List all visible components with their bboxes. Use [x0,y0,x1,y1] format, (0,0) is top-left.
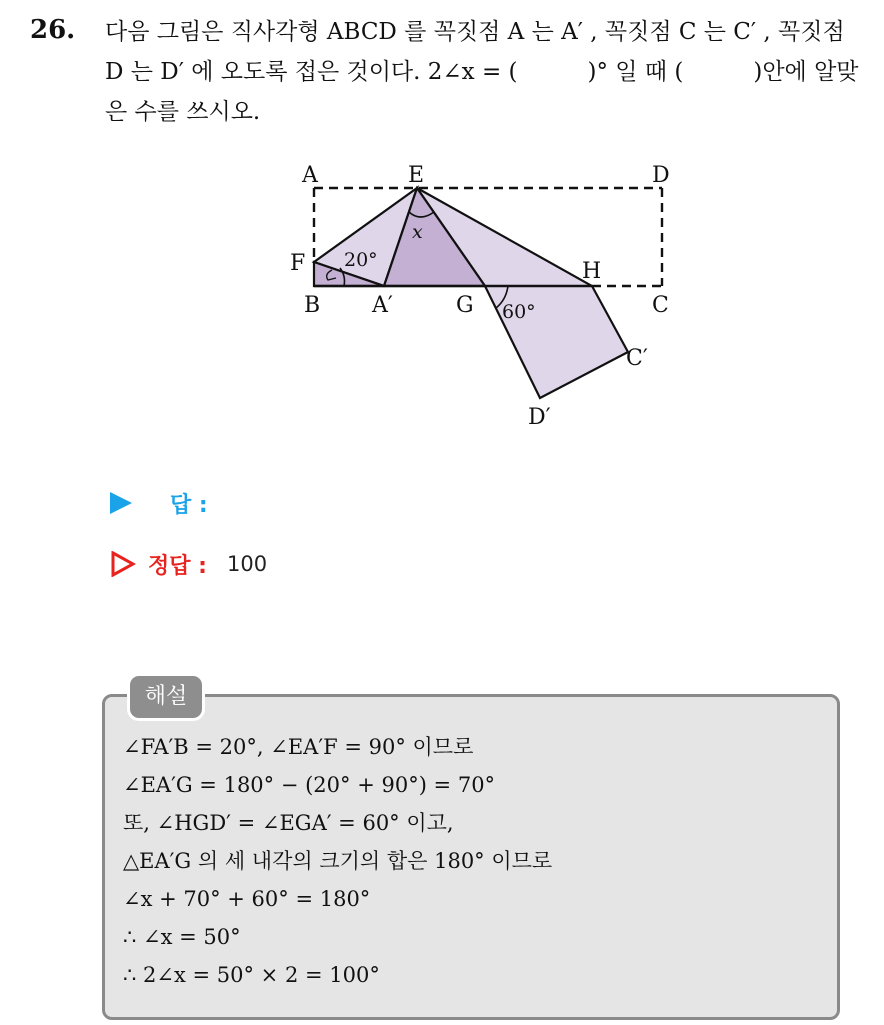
correct-answer-label: 정답 : [148,553,207,579]
label-h: H [582,259,602,284]
label-x: x [412,221,423,243]
label-d: D [652,163,670,188]
explanation-line: ∠x + 70° + 60° = 180° [123,887,371,911]
answer-row [110,485,208,521]
question-text [105,12,865,132]
label-a: A [302,163,318,188]
label-c: C [652,293,669,318]
explanation-tab: 해설 [127,673,205,721]
label-a-prime: A′ [372,293,393,318]
folded-flap-eh-cprime-dprime [417,188,628,398]
label-angle-20: 20° [344,249,378,271]
question-text-part1: 다음 그림은 직사각형 ABCD 를 꼭짓점 A 는 A′ , 꼭짓점 C 는 C′ , 꼭짓점 D 는 D′ 에 오도록 접은 것이다. 2∠x = ( [105,19,845,85]
label-e: E [408,163,425,188]
label-g: G [456,293,474,318]
label-f: F [290,251,306,276]
correct-answer-row [110,546,267,582]
label-c-prime: C′ [626,346,648,371]
question-number: 26. [30,15,76,45]
answer-label: 답 : [170,492,208,518]
play-triangle-icon [110,492,132,514]
explanation-line: ∠FA′B = 20°, ∠EA′F = 90° 이므로 [123,735,474,759]
correct-answer-value: 100 [226,552,268,576]
question-text-part3: )안에 알맞은 수를 쓰시오. [105,59,859,125]
explanation-line: ∠EA′G = 180° − (20° + 90°) = 70° [123,773,496,797]
explanation-line: ∴ ∠x = 50° [123,925,241,949]
label-d-prime: D′ [528,405,551,430]
explanation-line: ∴ 2∠x = 50° × 2 = 100° [123,963,380,987]
outline-triangle-icon [110,551,136,577]
explanation-lines [123,728,823,994]
explanation-line: 또, ∠HGD′ = ∠EGA′ = 60° 이고, [123,811,454,835]
folded-rectangle-figure [280,150,700,440]
question-text-part2: )° 일 때 ( [587,59,684,85]
label-angle-60: 60° [502,301,536,323]
explanation-line: △EA′G 의 세 내각의 크기의 합은 180° 이므로 [123,849,553,873]
label-b: B [304,293,321,318]
